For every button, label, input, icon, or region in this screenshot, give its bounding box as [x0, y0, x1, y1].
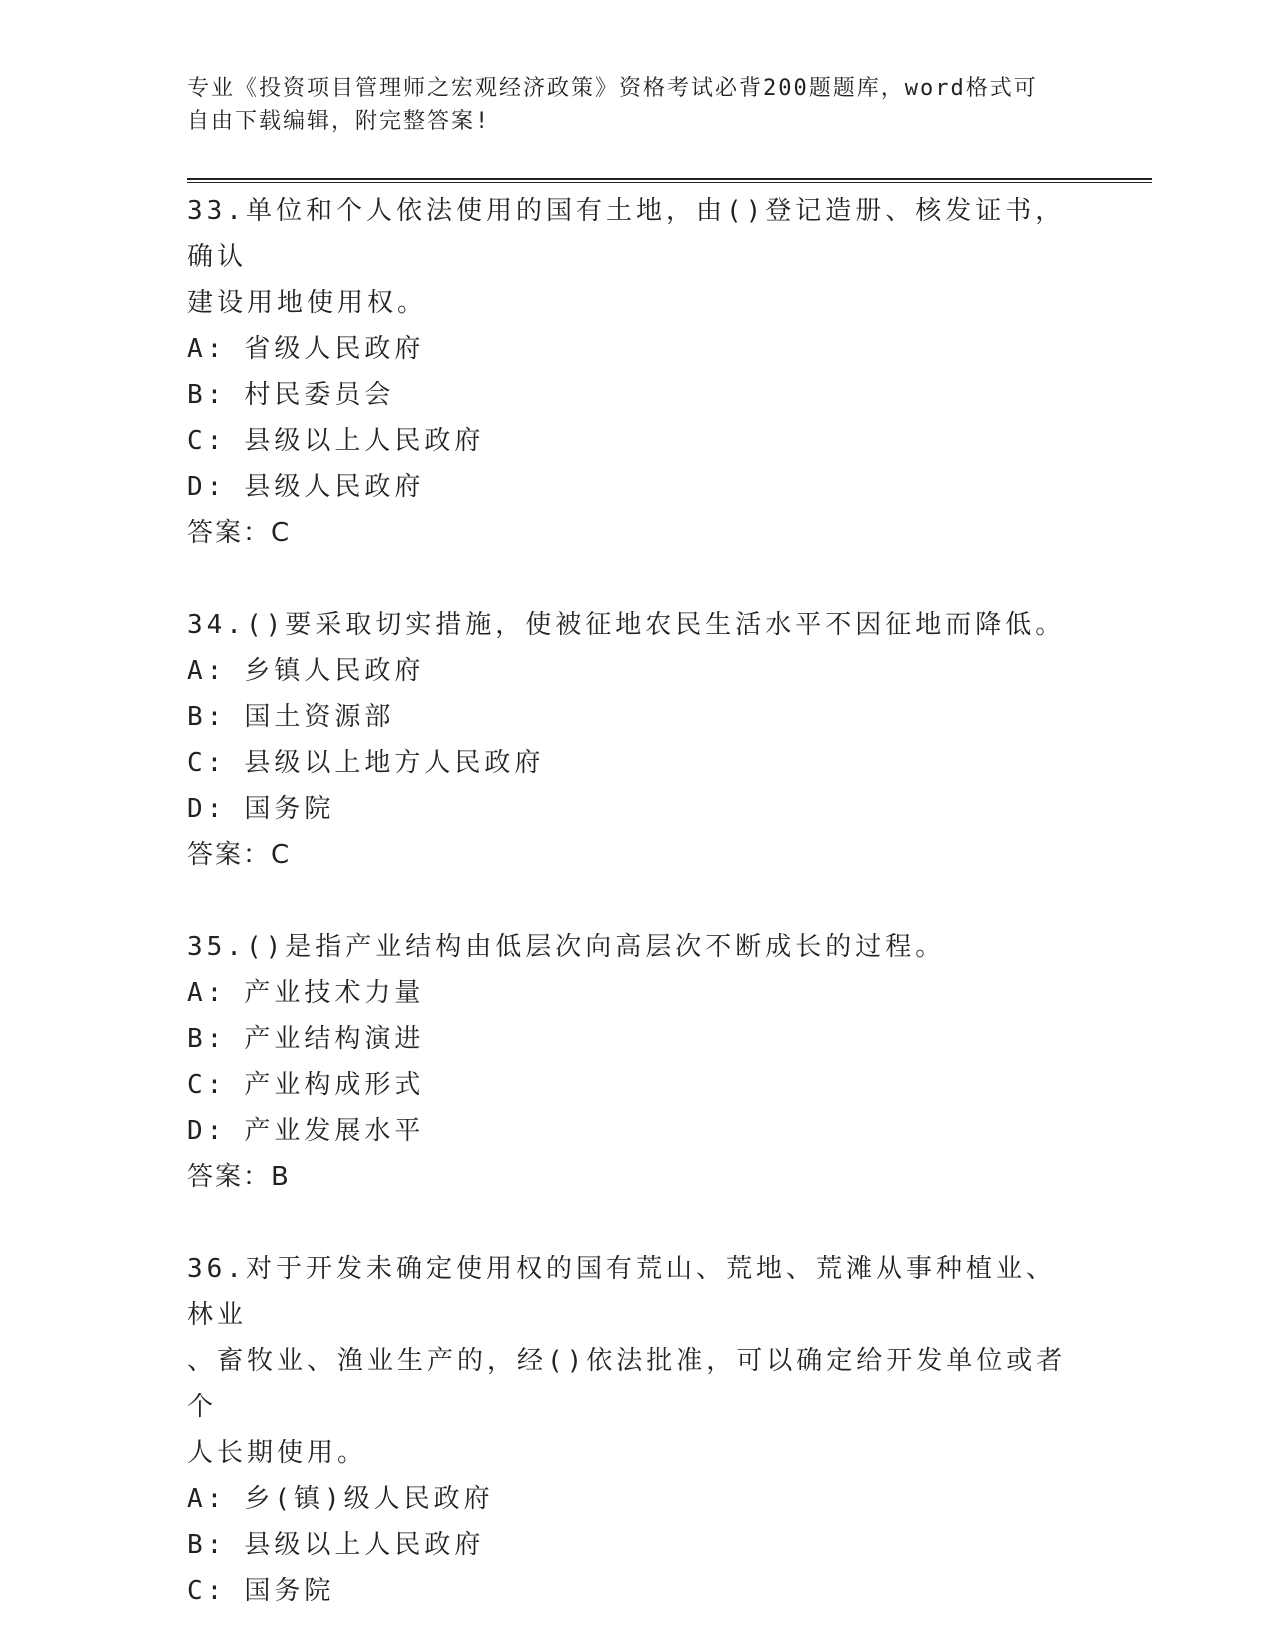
option-letter: B:	[187, 380, 227, 410]
option-text: 县级以上地方人民政府	[244, 748, 545, 778]
question-block	[187, 602, 1067, 878]
option-letter: C:	[187, 1576, 227, 1606]
option-letter: C:	[187, 426, 227, 456]
question-stem-line: 建设用地使用权。	[187, 288, 428, 318]
option-text: 产业技术力量	[244, 978, 425, 1008]
answer-option	[187, 1062, 1067, 1108]
option-text: 乡镇人民政府	[244, 656, 425, 686]
document-title-line-1: 专业《投资项目管理师之宏观经济政策》资格考试必背200题题库，word格式可	[187, 76, 1038, 101]
question-stem-line: 人长期使用。	[187, 1438, 368, 1468]
option-letter: C:	[187, 748, 227, 778]
question-stem-line: 、畜牧业、渔业生产的，经()依法批准，可以确定给开发单位或者个	[187, 1346, 1067, 1422]
document-header	[187, 72, 1067, 138]
option-letter: D:	[187, 794, 227, 824]
header-divider	[187, 178, 1152, 183]
option-text: 县级以上人民政府	[244, 1530, 485, 1560]
option-text: 国土资源部	[244, 702, 395, 732]
option-letter: D:	[187, 1116, 227, 1146]
document-title-line-2: 自由下载编辑，附完整答案!	[187, 109, 491, 134]
answer-option	[187, 418, 1067, 464]
answer-option	[187, 970, 1067, 1016]
answer-option	[187, 1476, 1067, 1522]
option-letter: B:	[187, 1024, 227, 1054]
option-letter: A:	[187, 1484, 227, 1514]
option-text: 产业发展水平	[244, 1116, 425, 1146]
option-text: 国务院	[244, 1576, 335, 1606]
option-letter: A:	[187, 656, 227, 686]
option-text: 产业结构演进	[244, 1024, 425, 1054]
option-letter: C:	[187, 1070, 227, 1100]
question-stem-line: 34.()要采取切实措施，使被征地农民生活水平不因征地而降低。	[187, 610, 1066, 640]
question-block	[187, 924, 1067, 1200]
question-block	[187, 188, 1067, 556]
question-list	[187, 188, 1067, 1614]
answer-key: 答案：C	[187, 840, 292, 870]
answer-option	[187, 326, 1067, 372]
question-stem-line: 36.对于开发未确定使用权的国有荒山、荒地、荒滩从事种植业、林业	[187, 1254, 1056, 1330]
question-block	[187, 1246, 1067, 1614]
question-stem-line: 35.()是指产业结构由低层次向高层次不断成长的过程。	[187, 932, 946, 962]
answer-option	[187, 648, 1067, 694]
answer-option	[187, 372, 1067, 418]
option-letter: A:	[187, 978, 227, 1008]
answer-key: 答案：B	[187, 1162, 291, 1192]
option-text: 产业构成形式	[244, 1070, 425, 1100]
answer-option	[187, 1522, 1067, 1568]
option-text: 县级以上人民政府	[244, 426, 485, 456]
answer-option	[187, 740, 1067, 786]
option-text: 省级人民政府	[244, 334, 425, 364]
option-text: 村民委员会	[244, 380, 395, 410]
option-text: 县级人民政府	[244, 472, 425, 502]
answer-option	[187, 1108, 1067, 1154]
answer-option	[187, 464, 1067, 510]
option-letter: B:	[187, 1530, 227, 1560]
answer-option	[187, 1568, 1067, 1614]
option-letter: A:	[187, 334, 227, 364]
answer-option	[187, 694, 1067, 740]
answer-option	[187, 786, 1067, 832]
option-text: 乡(镇)级人民政府	[244, 1484, 494, 1514]
question-stem-line: 33.单位和个人依法使用的国有土地，由()登记造册、核发证书，确认	[187, 196, 1066, 272]
answer-key: 答案：C	[187, 518, 292, 548]
answer-option	[187, 1016, 1067, 1062]
option-letter: D:	[187, 472, 227, 502]
option-text: 国务院	[244, 794, 335, 824]
option-letter: B:	[187, 702, 227, 732]
